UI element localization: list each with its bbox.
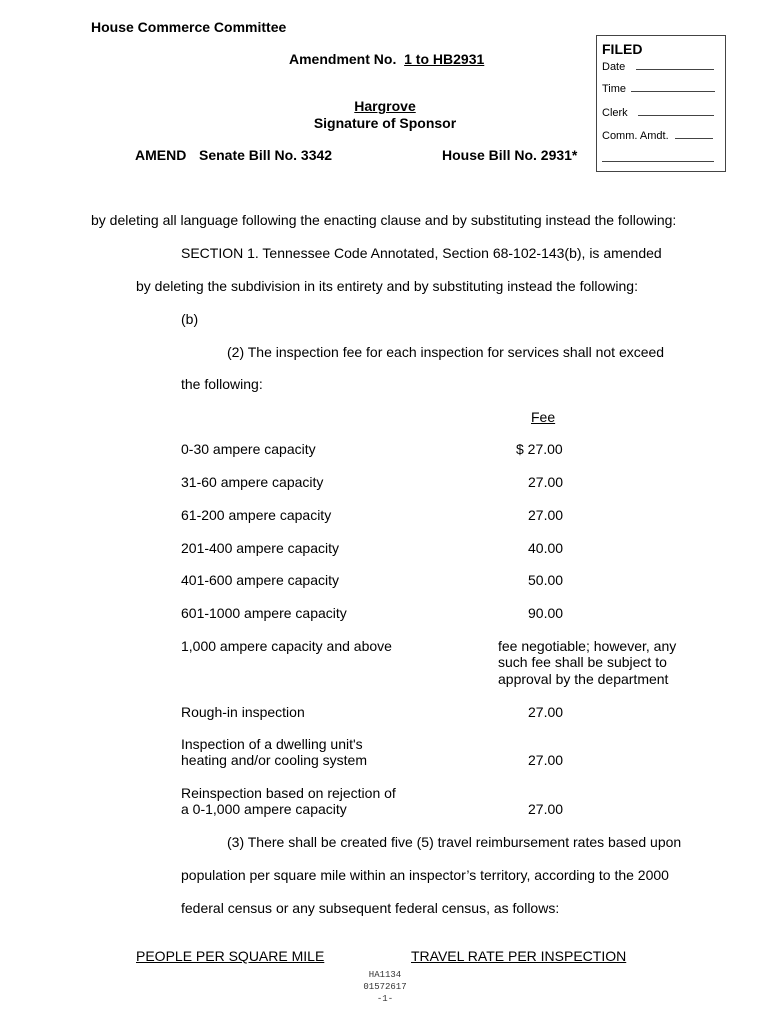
fee-row-value: 27.00 — [528, 752, 564, 768]
filed-title: FILED — [602, 41, 643, 57]
travel-rate-header: TRAVEL RATE PER INSPECTION — [411, 948, 627, 964]
fee-row-value: 27.00 — [528, 507, 564, 523]
paragraph-3-line-1: (3) There shall be created five (5) travel reimbursement rates based upon — [227, 834, 682, 850]
paragraph-3-line-2: population per square mile within an inspector’s territory, according to the 2000 — [181, 867, 669, 883]
filed-stamp-box — [596, 35, 726, 172]
amendment-prefix: Amendment No. — [289, 51, 397, 67]
people-per-square-mile-header: PEOPLE PER SQUARE MILE — [136, 948, 325, 964]
filed-date-blank — [636, 60, 714, 70]
fee-row-label-line: Inspection of a dwelling unit's — [181, 736, 363, 752]
filed-comm-amdt-blank — [675, 129, 713, 139]
amendment-heading — [289, 51, 484, 67]
fee-row-label: 0-30 ampere capacity — [181, 441, 316, 457]
fee-row-label-line: Reinspection based on rejection of — [181, 785, 396, 801]
fee-row-value: 40.00 — [528, 540, 564, 556]
fee-row-value: 27.00 — [528, 704, 564, 720]
fee-row-label-line: a 0-1,000 ampere capacity — [181, 801, 347, 817]
fee-row-value: $ 27.00 — [516, 441, 563, 457]
subsection-b: (b) — [181, 311, 199, 327]
fee-row-value-line: fee negotiable; however, any — [498, 638, 677, 654]
fee-column-header: Fee — [531, 409, 556, 425]
filed-comm-amdt-label: Comm. Amdt. — [602, 130, 669, 142]
house-bill-number: House Bill No. 2931* — [442, 147, 578, 163]
fee-row-label: 201-400 ampere capacity — [181, 540, 339, 556]
fee-row-value: 90.00 — [528, 605, 564, 621]
filed-extra-blank — [602, 152, 714, 162]
section-1-continued: by deleting the subdivision in its entirety and by substituting instead the following: — [136, 278, 638, 294]
section-1-text: SECTION 1. Tennessee Code Annotated, Section 68-102-143(b), is amended — [181, 245, 662, 261]
filed-time-blank — [631, 82, 715, 92]
filed-extra-line — [602, 152, 714, 165]
fee-row-label: Rough-in inspection — [181, 704, 305, 720]
fee-row-label: 31-60 ampere capacity — [181, 474, 324, 490]
filed-date-line — [602, 60, 714, 73]
sponsor-name: Hargrove — [354, 98, 416, 114]
filed-comm-amdt-line — [602, 129, 713, 142]
footer-code-1: HA1134 — [368, 970, 402, 980]
intro-text: by deleting all language following the enacting clause and by substituting instead the following: — [91, 212, 677, 228]
senate-bill-number: Senate Bill No. 3342 — [199, 147, 333, 163]
fee-row-value: 27.00 — [528, 801, 564, 817]
fee-row-label: 601-1000 ampere capacity — [181, 605, 347, 621]
footer-code-2: 01572617 — [363, 982, 407, 992]
filed-clerk-blank — [638, 106, 714, 116]
page-number: -1- — [376, 994, 394, 1004]
filed-clerk-line — [602, 106, 714, 119]
paragraph-2-line-1: (2) The inspection fee for each inspection for services shall not exceed — [227, 344, 665, 360]
fee-row-value: 50.00 — [528, 572, 564, 588]
fee-row-label: 1,000 ampere capacity and above — [181, 638, 392, 654]
amend-label: AMEND — [135, 147, 187, 163]
sponsor-label: Signature of Sponsor — [313, 115, 457, 131]
amendment-number: 1 to HB2931 — [404, 51, 485, 67]
paragraph-2-line-2: the following: — [181, 376, 263, 392]
fee-row-label-line: heating and/or cooling system — [181, 752, 367, 768]
filed-clerk-label: Clerk — [602, 107, 628, 119]
filed-time-line — [602, 82, 715, 95]
committee-name: House Commerce Committee — [91, 19, 287, 35]
filed-date-label: Date — [602, 61, 626, 73]
fee-row-value: 27.00 — [528, 474, 564, 490]
fee-row-label: 61-200 ampere capacity — [181, 507, 332, 523]
fee-row-value-line: approval by the department — [498, 671, 669, 687]
filed-time-label: Time — [602, 83, 627, 95]
fee-row-value-line: such fee shall be subject to — [498, 654, 667, 670]
fee-row-label: 401-600 ampere capacity — [181, 572, 339, 588]
paragraph-3-line-3: federal census or any subsequent federal census, as follows: — [181, 900, 560, 916]
